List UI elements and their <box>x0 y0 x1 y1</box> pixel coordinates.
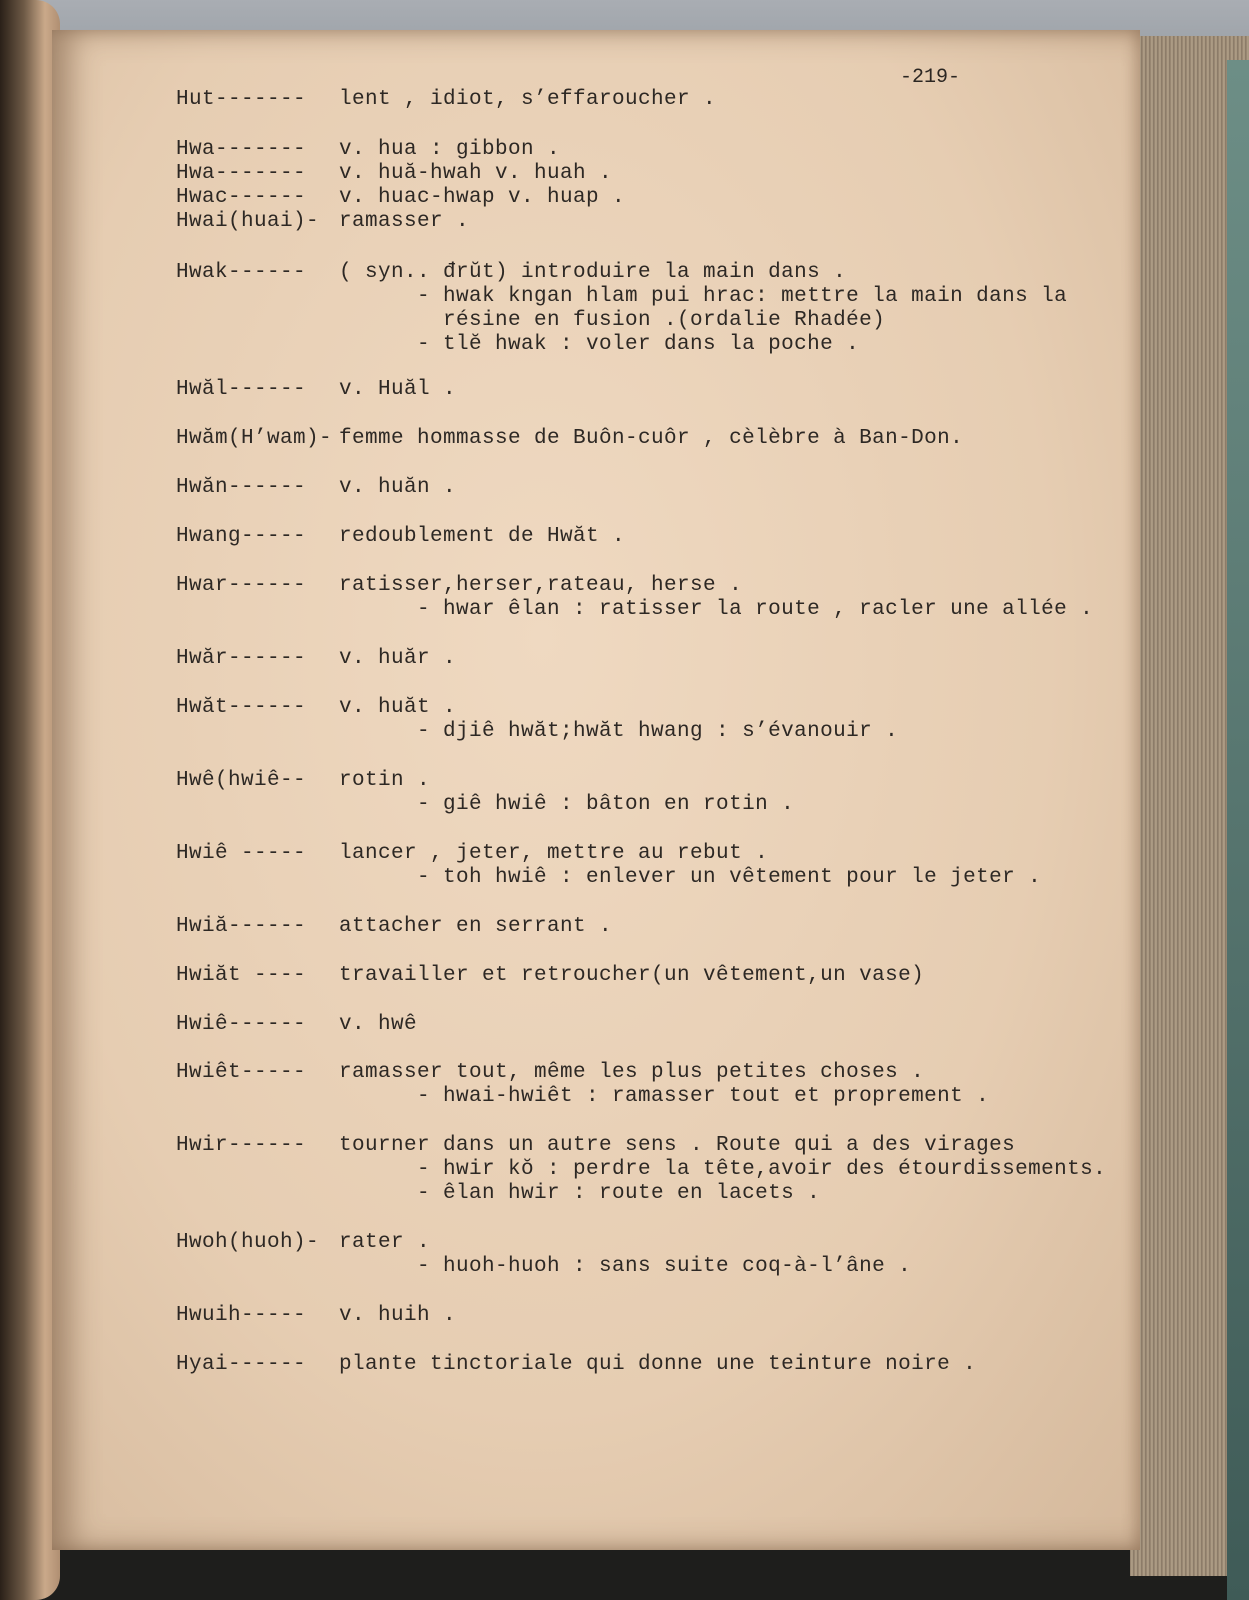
headword: Hwăm(H’wam)- <box>176 427 333 450</box>
headword <box>176 1255 326 1279</box>
definition-text: - hwai-hwiêt : ramasser tout et proprement . <box>326 1085 990 1108</box>
headword: Hwa------- <box>176 162 307 185</box>
headword: Hwê(hwiê-- <box>176 769 307 792</box>
definition-text: femme hommasse de Buôn-cuôr , cèlèbre à Ban-Don. <box>326 427 964 450</box>
headword: Hwăn------ <box>176 476 307 499</box>
headword <box>176 1085 326 1109</box>
entry-line <box>176 138 625 162</box>
book-page <box>52 30 1140 1550</box>
headword <box>176 309 326 333</box>
dictionary-entry <box>176 88 716 112</box>
entry-line <box>176 793 794 817</box>
left-page-curl <box>0 0 60 1600</box>
entry-line <box>176 842 1041 866</box>
dictionary-entry <box>176 1061 989 1109</box>
dictionary-entry <box>176 427 963 451</box>
definition-text: - djiê hwăt;hwăt hwang : s’évanouir . <box>326 720 899 743</box>
dictionary-entry <box>176 1304 456 1328</box>
entry-line <box>176 1158 1106 1182</box>
definition-text: plante tinctoriale qui donne une teinture noire . <box>326 1353 977 1376</box>
definition-text: tourner dans un autre sens . Route qui a des virages <box>326 1134 1016 1157</box>
dictionary-entry <box>176 138 625 234</box>
headword <box>176 1182 326 1206</box>
table-surface <box>1227 60 1249 1600</box>
definition-text: ramasser . <box>326 210 470 233</box>
headword: Hwiêt----- <box>176 1061 307 1084</box>
definition-text: travailler et retroucher(un vêtement,un vase) <box>326 964 925 987</box>
entry-line <box>176 476 456 500</box>
definition-text: - hwir kŏ : perdre la tête,avoir des étourdissements. <box>326 1158 1107 1181</box>
headword: Hwac------ <box>176 186 307 209</box>
entry-line <box>176 309 1067 333</box>
definition-text: v. huă-hwah v. huah . <box>326 162 613 185</box>
dictionary-entry <box>176 1134 1106 1206</box>
definition-text: v. huac-hwap v. huap . <box>326 186 626 209</box>
headword <box>176 285 326 309</box>
entry-line <box>176 598 1093 622</box>
definition-text: v. huăt . <box>326 696 457 719</box>
dictionary-entry <box>176 915 612 939</box>
headword <box>176 866 326 890</box>
entry-line <box>176 525 625 549</box>
headword: Hwăt------ <box>176 696 307 719</box>
definition-text: v. huăr . <box>326 647 457 670</box>
headword: Hwir------ <box>176 1134 307 1157</box>
headword: Hwiê------ <box>176 1013 307 1036</box>
entry-line <box>176 696 898 720</box>
headword: Hwiê ----- <box>176 842 307 865</box>
dictionary-entry <box>176 261 1067 357</box>
headword <box>176 793 326 817</box>
entry-line <box>176 1255 911 1279</box>
dictionary-entry <box>176 842 1041 890</box>
dictionary-entry <box>176 769 794 817</box>
definition-text: v. Huăl . <box>326 378 457 401</box>
headword <box>176 1158 326 1182</box>
entry-line <box>176 427 963 451</box>
headword: Hwiăt ---- <box>176 964 307 987</box>
definition-text: lancer , jeter, mettre au rebut . <box>326 842 769 865</box>
definition-text: - toh hwiê : enlever un vêtement pour le jeter . <box>326 866 1042 889</box>
dictionary-entry <box>176 647 456 671</box>
entry-line <box>176 261 1067 285</box>
entry-line <box>176 964 924 988</box>
headword: Hwiă------ <box>176 915 307 938</box>
definition-text: v. huih . <box>326 1304 457 1327</box>
definition-text: rotin . <box>326 769 431 792</box>
entry-line <box>176 210 625 234</box>
entry-line <box>176 1231 911 1255</box>
definition-text: rater . <box>326 1231 431 1254</box>
page-number: -219- <box>900 66 961 89</box>
entry-line <box>176 915 612 939</box>
entry-line <box>176 647 456 671</box>
entry-line <box>176 378 456 402</box>
headword: Hwăr------ <box>176 647 307 670</box>
definition-text: ramasser tout, même les plus petites choses . <box>326 1061 925 1084</box>
entry-line <box>176 186 625 210</box>
headword: Hwak------ <box>176 261 307 284</box>
definition-text: redoublement de Hwăt . <box>326 525 626 548</box>
entry-line <box>176 333 1067 357</box>
entry-line <box>176 1353 976 1377</box>
entry-line <box>176 1304 456 1328</box>
dictionary-entry <box>176 1353 976 1377</box>
dictionary-entry <box>176 525 625 549</box>
definition-text: ratisser,herser,rateau, herse . <box>326 574 743 597</box>
headword: Hwai(huai)- <box>176 210 320 233</box>
entry-line <box>176 866 1041 890</box>
dictionary-entry <box>176 1013 417 1037</box>
entry-line <box>176 285 1067 309</box>
entry-line <box>176 88 716 112</box>
entry-line <box>176 574 1093 598</box>
headword: Hwuih----- <box>176 1304 307 1327</box>
definition-text: v. hua : gibbon . <box>326 138 561 161</box>
dictionary-entry <box>176 1231 911 1279</box>
definition-text: - huoh-huoh : sans suite coq-à-l’âne . <box>326 1255 912 1278</box>
headword: Hwang----- <box>176 525 307 548</box>
entry-line <box>176 720 898 744</box>
dictionary-entry <box>176 964 924 988</box>
headword <box>176 333 326 357</box>
entry-line <box>176 769 794 793</box>
definition-text: résine en fusion .(ordalie Rhadée) <box>326 309 886 332</box>
definition-text: attacher en serrant . <box>326 915 613 938</box>
definition-text: - tlĕ hwak : voler dans la poche . <box>326 333 860 356</box>
headword: Hyai------ <box>176 1353 307 1376</box>
dictionary-entry <box>176 378 456 402</box>
headword: Hwoh(huoh)- <box>176 1231 320 1254</box>
definition-text: - hwak kngan hlam pui hrac: mettre la main dans la <box>326 285 1068 308</box>
definition-text: - êlan hwir : route en lacets . <box>326 1182 821 1205</box>
definition-text: - giê hwiê : bâton en rotin . <box>326 793 795 816</box>
headword: Hwar------ <box>176 574 307 597</box>
dictionary-entry <box>176 476 456 500</box>
entry-line <box>176 1061 989 1085</box>
entry-line <box>176 1013 417 1037</box>
dictionary-entry <box>176 574 1093 622</box>
definition-text: lent , idiot, s’effaroucher . <box>326 88 717 111</box>
definition-text: - hwar êlan : ratisser la route , racler une allée . <box>326 598 1094 621</box>
headword: Hwa------- <box>176 138 307 161</box>
entry-line <box>176 1134 1106 1158</box>
headword: Hwăl------ <box>176 378 307 401</box>
entry-line <box>176 1182 1106 1206</box>
headword: Hut------- <box>176 88 307 111</box>
definition-text: v. hwê <box>326 1013 418 1036</box>
entry-line <box>176 1085 989 1109</box>
headword <box>176 598 326 622</box>
definition-text: v. huăn . <box>326 476 457 499</box>
headword <box>176 720 326 744</box>
dictionary-entry <box>176 696 898 744</box>
entry-line <box>176 162 625 186</box>
definition-text: ( syn.. đrŭt) introduire la main dans . <box>326 261 847 284</box>
